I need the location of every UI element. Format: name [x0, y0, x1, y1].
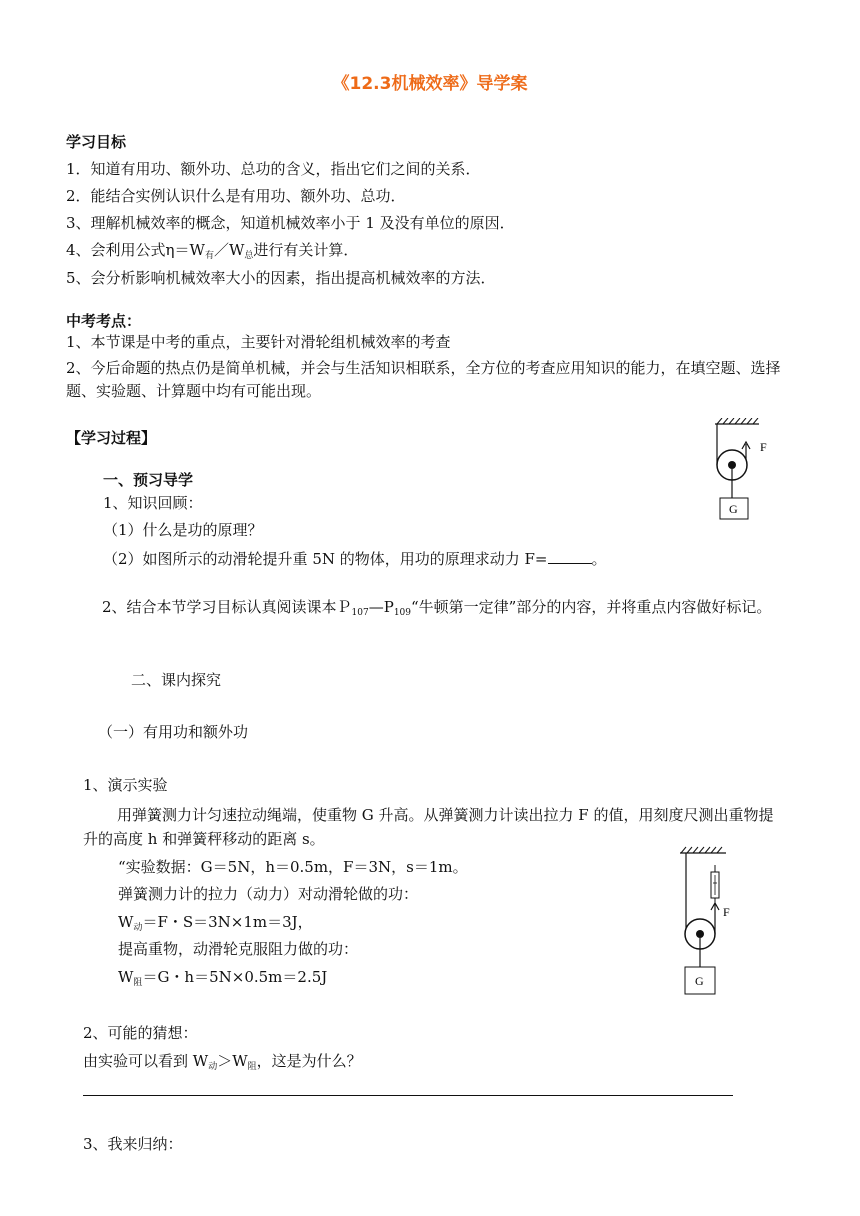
objective-item: 2．能结合实例认识什么是有用功、额外功、总功． [66, 187, 406, 205]
page-subscript: 107 [351, 608, 369, 618]
question-2-text: （2）如图所示的动滑轮提升重 5N 的物体，用功的原理求动力 F= [103, 550, 548, 568]
formula-text: 4、会利用公式η＝W [66, 241, 205, 259]
pulley-diagram-1 [705, 418, 775, 524]
answer-line [83, 1095, 733, 1096]
subscript: 阻 [133, 978, 143, 988]
subscript: 有 [204, 251, 214, 261]
preview-heading: 一、预习导学 [103, 471, 194, 489]
explore-heading: 二、课内探究 [131, 671, 222, 689]
objective-item: 3、理解机械效率的概念，知道机械效率小于 1 及没有单位的原因． [66, 214, 515, 232]
demo-label: 1、演示实验 [83, 776, 168, 794]
guess-text: ＞W [217, 1052, 248, 1070]
process-heading: 【学习过程】 [66, 429, 157, 447]
subscript: 动 [208, 1062, 218, 1072]
formula-text: ＝G・h＝5N×0.5m＝2.5J [142, 968, 328, 986]
experiment-data: “实验数据：G＝5N，h＝0.5m，F＝3N，s＝1m。 [118, 858, 468, 876]
formula-text: W [118, 913, 134, 931]
work-dong-formula [118, 912, 313, 935]
formula-text: ／W [213, 241, 245, 259]
guess-text: 由实验可以看到 W [83, 1052, 209, 1070]
exam-item: 2、今后命题的热点仍是简单机械，并会与生活知识相联系，全方位的考查应用知识的能力，在填空题、选择题、实验题、计算题中均有可能出现。 [66, 359, 781, 400]
reading-text: —P [368, 598, 394, 616]
weight-label: G [729, 502, 738, 516]
explore-subheading: （一）有用功和额外功 [98, 723, 249, 741]
exam-heading: 中考考点： [66, 312, 142, 330]
answer-blank [548, 549, 592, 564]
weight-label: G [695, 974, 704, 988]
review-label: 1、知识回顾： [103, 494, 203, 512]
reading-task [66, 595, 808, 622]
question-2-end: 。 [591, 550, 607, 568]
guess-label: 2、可能的猜想： [83, 1024, 198, 1042]
formula-text: W [118, 968, 134, 986]
formula-text: ＝F・S＝3N×1m＝3J， [142, 913, 313, 931]
summary-label: 3、我来归纳： [83, 1135, 183, 1153]
subscript: 总 [244, 251, 254, 261]
subscript: 阻 [247, 1062, 257, 1072]
guess-question [83, 1051, 362, 1074]
objective-item: 1．知道有用功、额外功、总功的含义，指出它们之间的关系． [66, 160, 481, 178]
work-zu-formula [118, 967, 327, 990]
page-title: 《12.3机械效率》导学案 [332, 74, 528, 94]
work-line: 弹簧测力计的拉力（动力）对动滑轮做的功： [118, 885, 419, 903]
question-2 [103, 549, 607, 569]
formula-text: 进行有关计算． [253, 241, 359, 259]
objective-item-formula [66, 240, 358, 263]
lift-line: 提高重物，动滑轮克服阻力做的功： [118, 940, 359, 958]
exam-item: 1、本节课是中考的重点，主要针对滑轮组机械效率的考查 [66, 333, 451, 351]
force-label: F [760, 440, 767, 454]
subscript: 动 [133, 923, 143, 933]
reading-text: “牛顿第一定律”部分的内容，并将重点内容做好标记。 [411, 598, 772, 616]
objective-item: 5、会分析影响机械效率大小的因素，指出提高机械效率的方法． [66, 269, 496, 287]
question-1: （1）什么是功的原理？ [103, 521, 263, 539]
guess-text: ，这是为什么？ [256, 1052, 362, 1070]
demo-description: 用弹簧测力计匀速拉动绳端，使重物 G 升高。从弹簧测力计读出拉力 F 的值，用刻度尺测出重物提升的高度 h 和弹簧秤移动的距离 s。 [83, 806, 774, 848]
pulley-diagram-2 [672, 845, 744, 997]
objectives-heading: 学习目标 [66, 133, 127, 151]
reading-text: 2、结合本节学习目标认真阅读课本Ｐ [102, 598, 352, 616]
page-subscript: 109 [393, 608, 412, 618]
force-label: F [723, 905, 730, 919]
